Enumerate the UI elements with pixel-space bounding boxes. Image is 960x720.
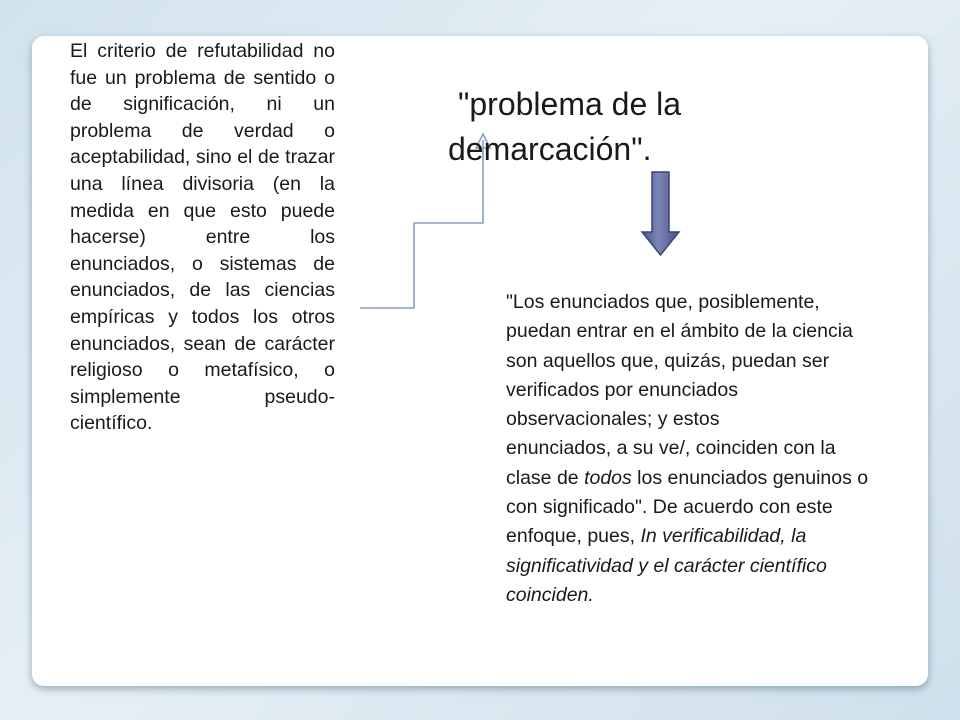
right-paragraph-part1: "Los enunciados que, posiblemente, puedan entrar en el ámbito de la ciencia son aquellos que, quizás, puedan ser verificados por enunciados observacionales; y estos xyxy=(506,291,853,431)
right-paragraph-italic-word: todos xyxy=(584,466,632,489)
right-paragraph-part2: enunciados, a su ve/, coinciden con la clase de xyxy=(506,437,836,489)
title-line-2: demarcación". xyxy=(448,131,652,167)
right-paragraph-part3: los enunciados genuinos o con significado". De acuerdo con este enfoque, pues, xyxy=(506,466,869,548)
down-arrow xyxy=(642,172,679,255)
right-paragraph xyxy=(506,288,886,610)
title-line-1: "problema de la xyxy=(458,86,682,122)
slide-title xyxy=(448,82,748,172)
left-paragraph: El criterio de refutabilidad no fue un problema de sentido o de significación, ni un problema de verdad o aceptabilidad, sino el de trazar una línea divisoria (en la medida en que esto puede hacerse) entre los enunciados, o sistemas de enunciados, de las ciencias empíricas y todos los otros enunciados, sean de carácter religioso o metafísico, o simplemente pseudo-científico. xyxy=(70,40,335,435)
right-paragraph-italic-ending: In verificabilidad, la significatividad y el carácter científico coinciden. xyxy=(506,525,827,606)
